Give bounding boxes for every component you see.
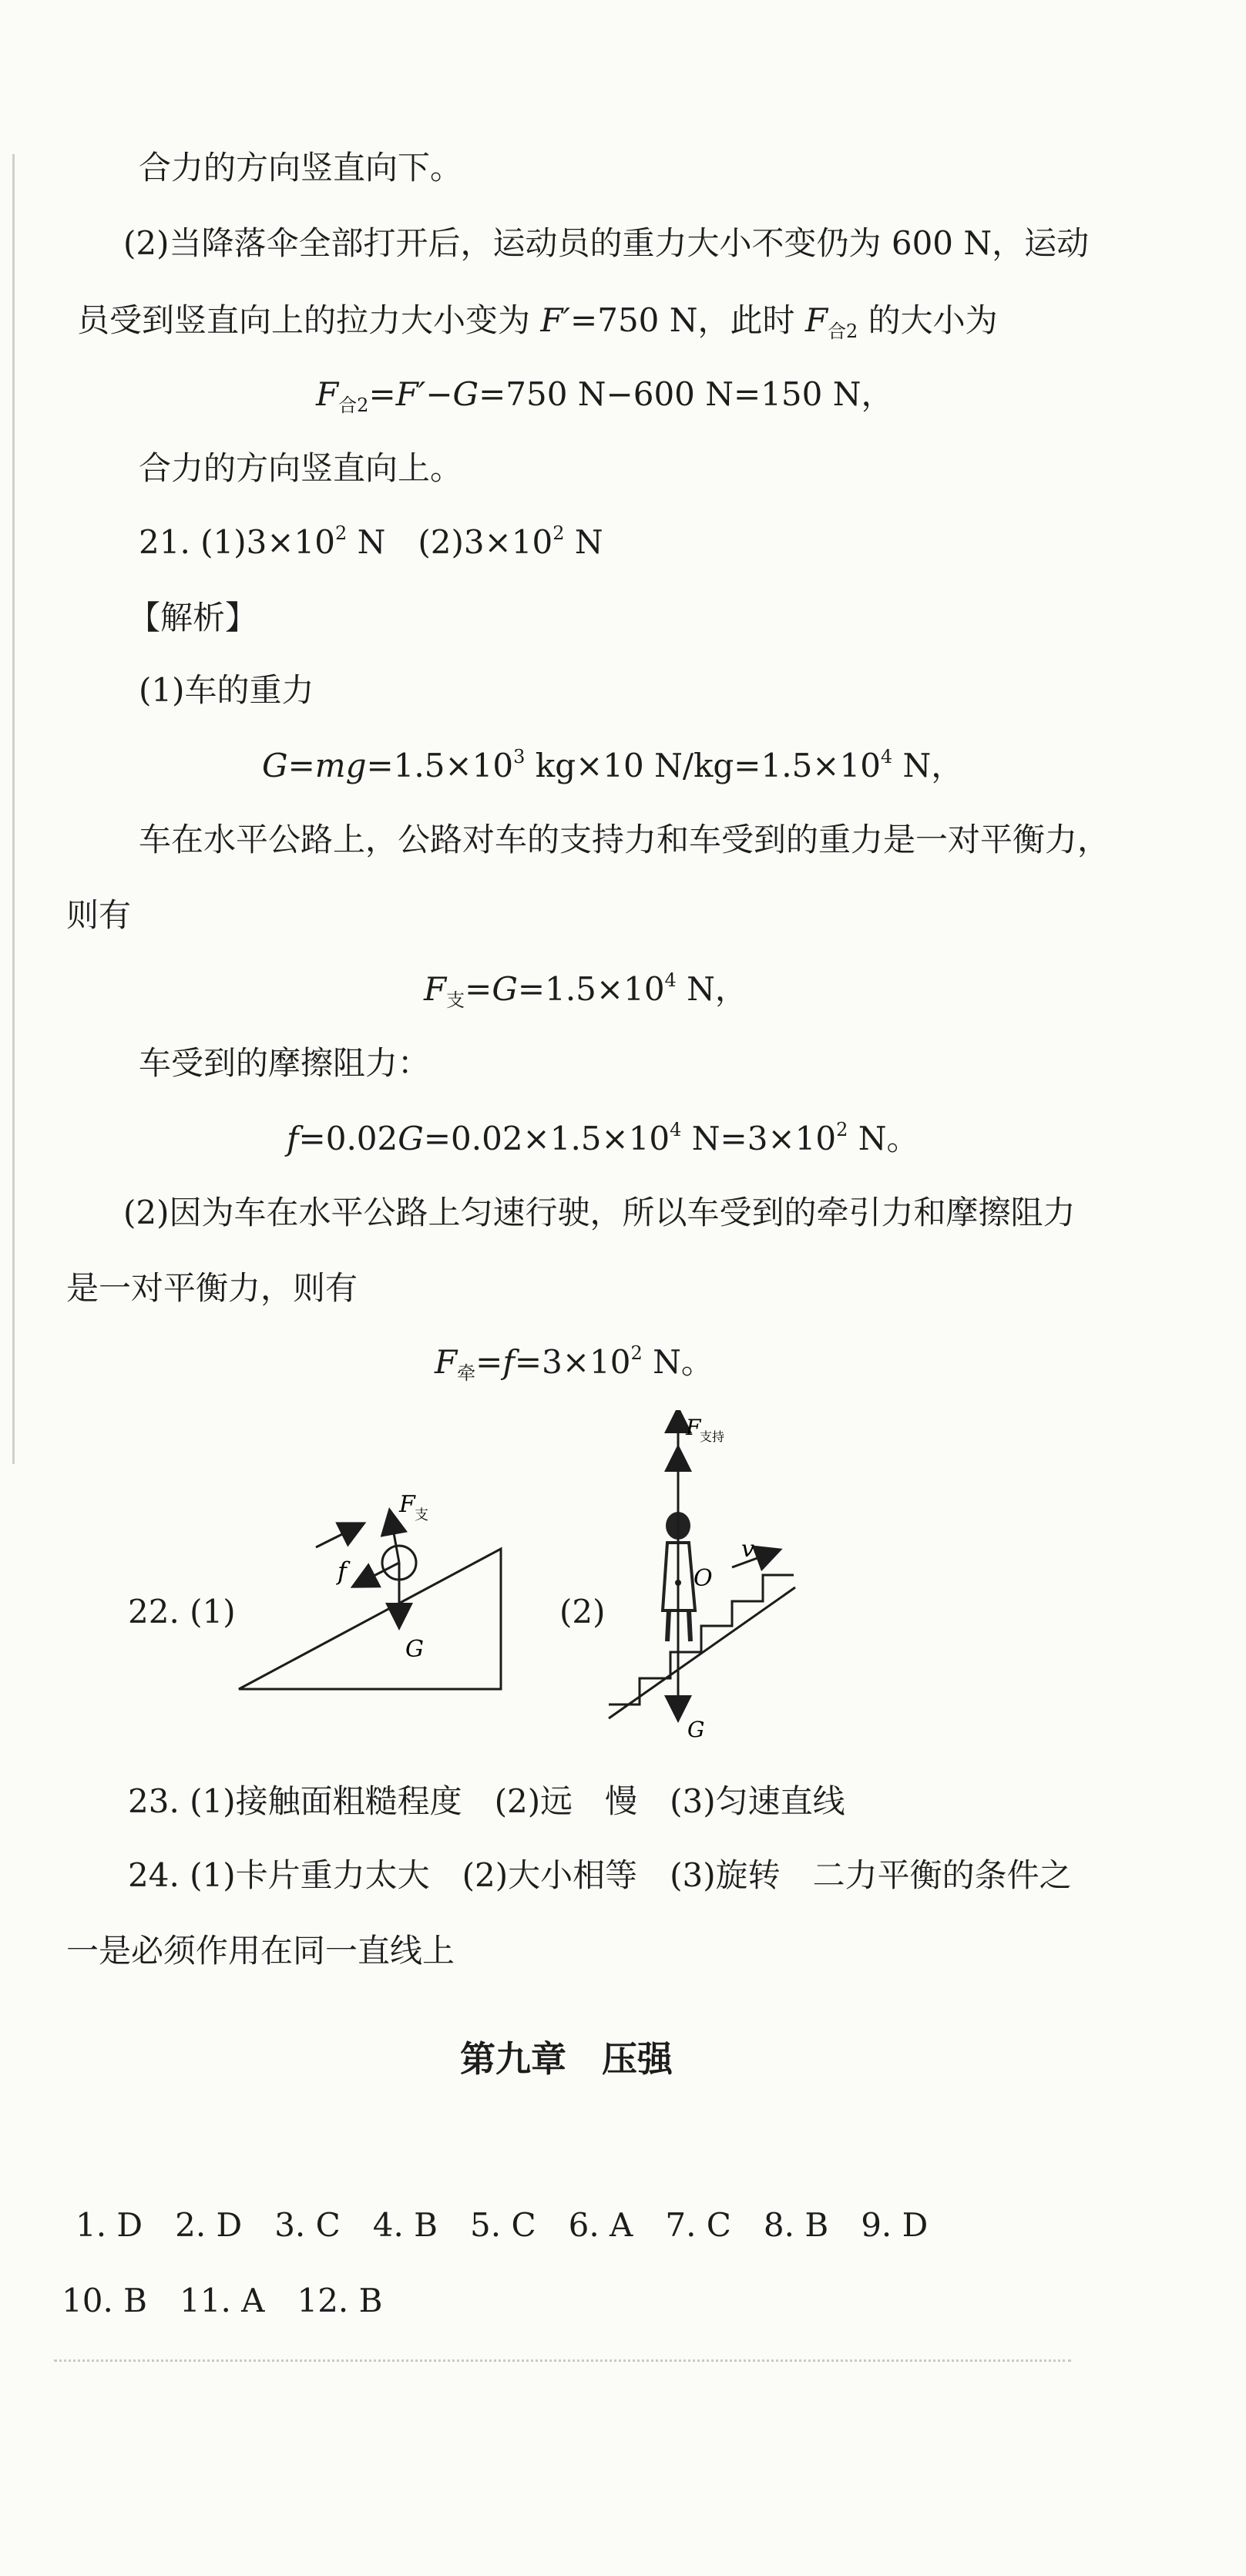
origin-label: O [694, 1565, 713, 1592]
text-line: 合力的方向竖直向下。 [139, 149, 463, 186]
origin-point [675, 1580, 681, 1586]
equation: $F_支=G=1.5\times 10^4$ N， [424, 969, 747, 1011]
answer-22-label: 22. (1) [128, 1593, 236, 1631]
text-line: (2)当降落伞全部打开后，运动员的重力大小不变仍为 600 N，运动 [123, 224, 1090, 262]
friction-arrow [354, 1563, 399, 1586]
velocity-arrow [732, 1550, 778, 1567]
stairs [609, 1575, 794, 1704]
answer-22-part2-label: (2) [559, 1593, 606, 1631]
incline-ramp [239, 1549, 501, 1689]
escalator-rail [609, 1587, 795, 1718]
text-line: 则有 [66, 896, 132, 934]
equation: $F_牵=f=3\times 10^2$ N。 [435, 1342, 714, 1384]
equation: $F_{合2}=F'-G=750$ N−600 N=150 N， [316, 375, 894, 416]
answer-24-continued: 一是必须作用在同一直线上 [66, 1932, 455, 1970]
support-force-arrow [390, 1512, 399, 1563]
text-line: 车受到的摩擦阻力： [139, 1044, 431, 1082]
equation: $f=0.02G=0.02\times 1.5\times 10^4$ $N=3\times 10^2$ N。 [287, 1119, 919, 1157]
support-force-sub: 支持 [700, 1429, 725, 1444]
analysis-label: 【解析】 [128, 599, 258, 636]
equation: $G=mg=1.5\times 10^3$ kg×10 $N/kg=1.5\times 10^4$ N， [262, 746, 964, 784]
text-line: (2)因为车在水平公路上匀速行驶，所以车受到的牵引力和摩擦阻力 [123, 1194, 1076, 1231]
friction-label: f [338, 1557, 347, 1586]
gravity-label: G [405, 1636, 424, 1663]
velocity-label: v [741, 1536, 754, 1563]
text-line: 员受到竖直向上的拉力大小变为 F′=750 N，此时 $F_{合2}$ 的大小为 [77, 301, 998, 342]
support-force-sub: 支 [415, 1507, 428, 1523]
text-line: 车在水平公路上，公路对车的支持力和车受到的重力是一对平衡力， [139, 821, 1110, 858]
answer-21: 21. $(1)3\times 10^2$ N $(2)3\times 10^2$ N [139, 522, 603, 561]
text-line: (1)车的重力 [139, 671, 314, 709]
escalator-diagram [593, 1410, 825, 1741]
support-force-label: F [686, 1415, 701, 1440]
gravity-label: G [687, 1717, 705, 1741]
motion-arrow [316, 1524, 362, 1547]
chapter-heading: 第九章 压强 [460, 2038, 673, 2080]
margin-line [12, 154, 15, 1464]
support-force-label: F [399, 1491, 415, 1518]
answer-23: 23. (1)接触面粗糙程度 (2)远 慢 (3)匀速直线 [128, 1782, 845, 1820]
mc-answers-line2: 10. B 11. A 12. B [62, 2282, 383, 2319]
footer-divider [54, 2359, 1071, 2362]
text-line: 是一对平衡力，则有 [66, 1269, 358, 1307]
incline-diagram [223, 1464, 516, 1711]
answer-24: 24. (1)卡片重力太大 (2)大小相等 (3)旋转 二力平衡的条件之 [128, 1856, 1072, 1894]
mc-answers-line1: 1. D 2. D 3. C 4. B 5. C 6. A 7. C 8. B 9. D [76, 2206, 929, 2244]
text-line: 合力的方向竖直向上。 [139, 449, 463, 487]
